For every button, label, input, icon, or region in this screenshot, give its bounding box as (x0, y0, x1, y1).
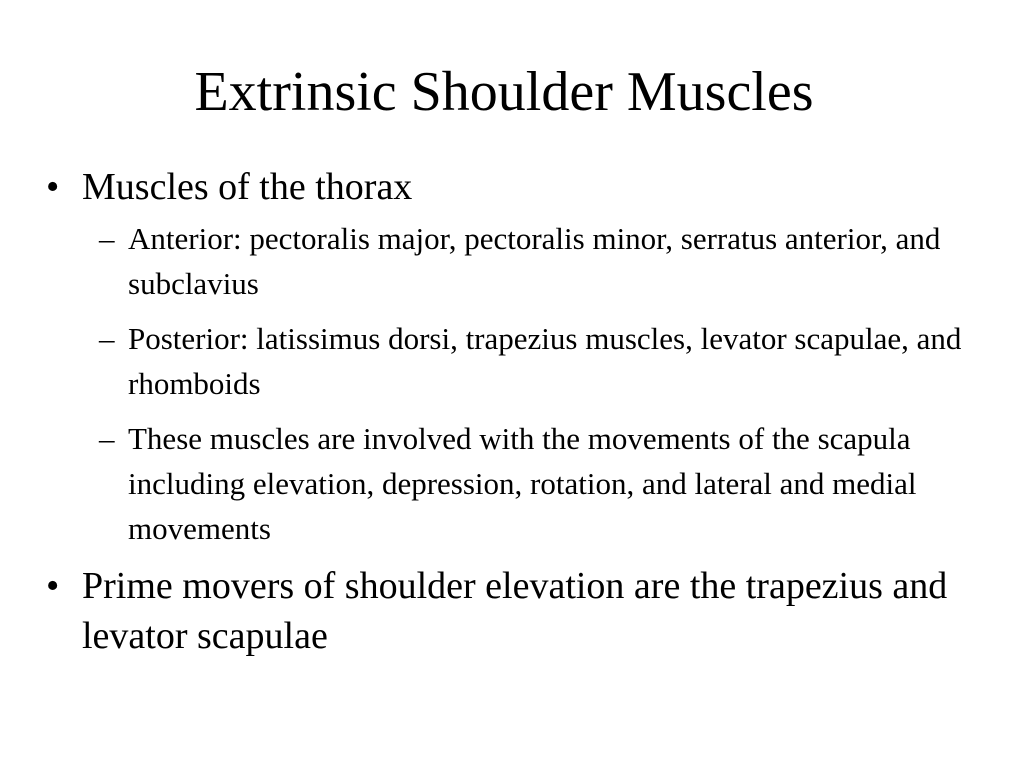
sub-bullet-text: Posterior: latissimus dorsi, trapezius muscles, levator scapulae, and rhomboids (128, 321, 962, 401)
dash-icon: – (99, 321, 115, 356)
bullet-list (40, 162, 980, 661)
slide-title: Extrinsic Shoulder Muscles (194, 61, 814, 123)
sub-bullet-anterior (82, 216, 980, 306)
bullet-icon: • (46, 565, 60, 607)
bullet-item-prime-movers (40, 561, 980, 661)
bullet-text: Muscles of the thorax (82, 166, 413, 208)
dash-icon: – (99, 421, 115, 456)
dash-icon: – (99, 221, 115, 256)
bullet-text: Prime movers of shoulder elevation are the trapezius and levator scapulae (82, 565, 948, 657)
bullet-item-thorax (40, 162, 980, 551)
sub-bullet-posterior (82, 316, 980, 406)
sub-bullet-text: Anterior: pectoralis major, pectoralis minor, serratus anterior, and subclavius (128, 221, 941, 301)
sub-bullet-movements (82, 416, 980, 551)
bullet-icon: • (46, 166, 60, 208)
sub-bullet-list (82, 216, 980, 551)
sub-bullet-text: These muscles are involved with the movements of the scapula including elevation, depression, rotation, and lateral and medial movements (128, 421, 917, 546)
